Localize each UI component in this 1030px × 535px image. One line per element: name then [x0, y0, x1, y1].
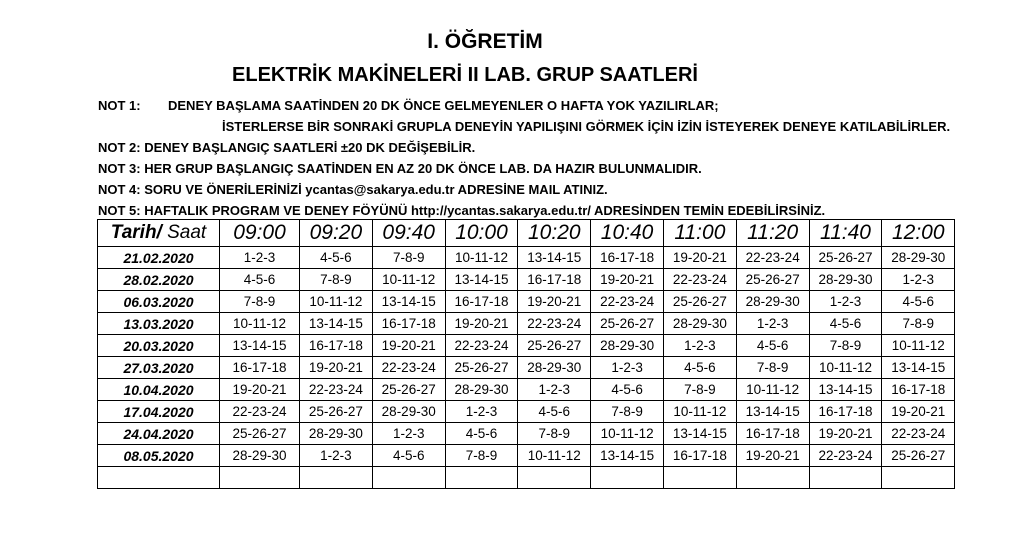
table-row: [98, 423, 955, 445]
group-cell: 25-26-27: [300, 401, 373, 423]
time-header-3: 10:00: [445, 220, 518, 247]
group-cell: 16-17-18: [882, 379, 955, 401]
group-cell: 28-29-30: [220, 445, 300, 467]
group-cell: 1-2-3: [591, 357, 664, 379]
group-cell: 10-11-12: [809, 357, 882, 379]
time-header-4: 10:20: [518, 220, 591, 247]
table-row: [98, 445, 955, 467]
table-row: [98, 401, 955, 423]
group-cell: 4-5-6: [736, 335, 809, 357]
group-cell: 10-11-12: [882, 335, 955, 357]
group-cell: 10-11-12: [445, 247, 518, 269]
table-row: [98, 313, 955, 335]
group-cell: 4-5-6: [300, 247, 373, 269]
empty-cell: [445, 467, 518, 489]
time-header-6: 11:00: [663, 220, 736, 247]
group-cell: 4-5-6: [882, 291, 955, 313]
group-cell: 7-8-9: [809, 335, 882, 357]
group-cell: 16-17-18: [809, 401, 882, 423]
time-header-9: 12:00: [882, 220, 955, 247]
note-2: NOT 2: DENEY BAŞLANGIÇ SAATLERİ ±20 DK DEĞİŞEBİLİR.: [98, 140, 476, 155]
group-cell: 19-20-21: [882, 401, 955, 423]
schedule-body: [98, 247, 955, 489]
group-cell: 19-20-21: [445, 313, 518, 335]
group-cell: 22-23-24: [300, 379, 373, 401]
group-cell: 10-11-12: [591, 423, 664, 445]
table-row: [98, 379, 955, 401]
group-cell: 10-11-12: [663, 401, 736, 423]
group-cell: 1-2-3: [518, 379, 591, 401]
group-cell: 25-26-27: [518, 335, 591, 357]
empty-cell: [591, 467, 664, 489]
page-subtitle: ELEKTRİK MAKİNELERİ II LAB. GRUP SAATLERİ: [232, 64, 698, 86]
time-header-7: 11:20: [736, 220, 809, 247]
date-cell: 08.05.2020: [98, 445, 220, 467]
group-cell: 19-20-21: [518, 291, 591, 313]
group-cell: 22-23-24: [809, 445, 882, 467]
group-cell: 16-17-18: [300, 335, 373, 357]
empty-cell: [518, 467, 591, 489]
header-time-label: Saat: [161, 222, 207, 243]
note-3: NOT 3: HER GRUP BAŞLANGIÇ SAATİNDEN EN AZ 20 DK ÖNCE LAB. DA HAZIR BULUNMALIDIR.: [98, 161, 702, 176]
group-cell: 25-26-27: [882, 445, 955, 467]
empty-row: [98, 467, 955, 489]
group-cell: 28-29-30: [736, 291, 809, 313]
time-header-8: 11:40: [809, 220, 882, 247]
group-cell: 16-17-18: [445, 291, 518, 313]
group-cell: 13-14-15: [300, 313, 373, 335]
group-cell: 1-2-3: [882, 269, 955, 291]
group-cell: 1-2-3: [445, 401, 518, 423]
group-cell: 7-8-9: [445, 445, 518, 467]
group-cell: 22-23-24: [882, 423, 955, 445]
group-cell: 13-14-15: [736, 401, 809, 423]
group-cell: 22-23-24: [220, 401, 300, 423]
group-cell: 7-8-9: [591, 401, 664, 423]
empty-cell: [220, 467, 300, 489]
group-cell: 10-11-12: [518, 445, 591, 467]
date-cell: 17.04.2020: [98, 401, 220, 423]
note-1-label: NOT 1:: [98, 98, 141, 113]
group-cell: 25-26-27: [372, 379, 445, 401]
date-cell: 10.04.2020: [98, 379, 220, 401]
group-cell: 1-2-3: [736, 313, 809, 335]
group-cell: 25-26-27: [591, 313, 664, 335]
group-cell: 28-29-30: [663, 313, 736, 335]
group-cell: 16-17-18: [736, 423, 809, 445]
group-cell: 13-14-15: [445, 269, 518, 291]
table-header-row: [98, 220, 955, 247]
group-cell: 10-11-12: [220, 313, 300, 335]
group-cell: 13-14-15: [220, 335, 300, 357]
group-cell: 16-17-18: [591, 247, 664, 269]
empty-cell: [372, 467, 445, 489]
group-cell: 13-14-15: [882, 357, 955, 379]
schedule-table: [97, 219, 955, 489]
empty-cell: [98, 467, 220, 489]
group-cell: 4-5-6: [372, 445, 445, 467]
time-header-5: 10:40: [591, 220, 664, 247]
group-cell: 4-5-6: [591, 379, 664, 401]
group-cell: 28-29-30: [518, 357, 591, 379]
group-cell: 25-26-27: [736, 269, 809, 291]
header-date-label: Tarih/: [110, 222, 162, 243]
group-cell: 4-5-6: [663, 357, 736, 379]
note-1-line-2: İSTERLERSE BİR SONRAKİ GRUPLA DENEYİN YAPILIŞINI GÖRMEK İÇİN İZİN İSTEYEREK DENEYE KATILABİLİRLER.: [222, 119, 951, 134]
time-header-2: 09:40: [372, 220, 445, 247]
page-title: I. ÖĞRETİM: [427, 30, 543, 53]
group-cell: 7-8-9: [882, 313, 955, 335]
group-cell: 25-26-27: [809, 247, 882, 269]
group-cell: 13-14-15: [518, 247, 591, 269]
group-cell: 16-17-18: [372, 313, 445, 335]
group-cell: 13-14-15: [663, 423, 736, 445]
group-cell: 22-23-24: [736, 247, 809, 269]
empty-cell: [300, 467, 373, 489]
empty-cell: [809, 467, 882, 489]
date-cell: 06.03.2020: [98, 291, 220, 313]
group-cell: 25-26-27: [445, 357, 518, 379]
table-row: [98, 269, 955, 291]
group-cell: 19-20-21: [736, 445, 809, 467]
group-cell: 16-17-18: [220, 357, 300, 379]
group-cell: 1-2-3: [663, 335, 736, 357]
table-row: [98, 357, 955, 379]
group-cell: 1-2-3: [809, 291, 882, 313]
group-cell: 25-26-27: [663, 291, 736, 313]
group-cell: 19-20-21: [663, 247, 736, 269]
group-cell: 22-23-24: [591, 291, 664, 313]
date-cell: 28.02.2020: [98, 269, 220, 291]
time-header-0: 09:00: [220, 220, 300, 247]
group-cell: 7-8-9: [736, 357, 809, 379]
group-cell: 1-2-3: [300, 445, 373, 467]
group-cell: 28-29-30: [882, 247, 955, 269]
table-row: [98, 291, 955, 313]
header-corner-cell: [98, 220, 220, 247]
date-cell: 24.04.2020: [98, 423, 220, 445]
group-cell: 19-20-21: [220, 379, 300, 401]
group-cell: 28-29-30: [300, 423, 373, 445]
group-cell: 19-20-21: [591, 269, 664, 291]
group-cell: 28-29-30: [372, 401, 445, 423]
group-cell: 22-23-24: [445, 335, 518, 357]
date-cell: 20.03.2020: [98, 335, 220, 357]
group-cell: 7-8-9: [372, 247, 445, 269]
group-cell: 10-11-12: [372, 269, 445, 291]
group-cell: 25-26-27: [220, 423, 300, 445]
time-header-1: 09:20: [300, 220, 373, 247]
note-5: NOT 5: HAFTALIK PROGRAM VE DENEY FÖYÜNÜ http://ycantas.sakarya.edu.tr/ ADRESİNDEN TEMİN EDEBİLİRSİNİZ.: [98, 203, 826, 218]
group-cell: 1-2-3: [372, 423, 445, 445]
table-row: [98, 335, 955, 357]
note-4: NOT 4: SORU VE ÖNERİLERİNİZİ ycantas@sakarya.edu.tr ADRESİNE MAIL ATINIZ.: [98, 182, 608, 197]
group-cell: 10-11-12: [300, 291, 373, 313]
date-cell: 13.03.2020: [98, 313, 220, 335]
group-cell: 28-29-30: [445, 379, 518, 401]
group-cell: 22-23-24: [518, 313, 591, 335]
group-cell: 7-8-9: [663, 379, 736, 401]
group-cell: 28-29-30: [591, 335, 664, 357]
group-cell: 22-23-24: [372, 357, 445, 379]
group-cell: 13-14-15: [809, 379, 882, 401]
group-cell: 7-8-9: [220, 291, 300, 313]
group-cell: 7-8-9: [300, 269, 373, 291]
group-cell: 19-20-21: [809, 423, 882, 445]
group-cell: 19-20-21: [300, 357, 373, 379]
empty-cell: [663, 467, 736, 489]
note-1-line-1: DENEY BAŞLAMA SAATİNDEN 20 DK ÖNCE GELMEYENLER O HAFTA YOK YAZILIRLAR;: [168, 98, 719, 113]
empty-cell: [736, 467, 809, 489]
group-cell: 13-14-15: [372, 291, 445, 313]
group-cell: 19-20-21: [372, 335, 445, 357]
group-cell: 4-5-6: [518, 401, 591, 423]
group-cell: 16-17-18: [518, 269, 591, 291]
date-cell: 21.02.2020: [98, 247, 220, 269]
group-cell: 28-29-30: [809, 269, 882, 291]
group-cell: 16-17-18: [663, 445, 736, 467]
date-cell: 27.03.2020: [98, 357, 220, 379]
group-cell: 7-8-9: [518, 423, 591, 445]
group-cell: 22-23-24: [663, 269, 736, 291]
group-cell: 13-14-15: [591, 445, 664, 467]
group-cell: 10-11-12: [736, 379, 809, 401]
group-cell: 4-5-6: [220, 269, 300, 291]
table-row: [98, 247, 955, 269]
empty-cell: [882, 467, 955, 489]
group-cell: 1-2-3: [220, 247, 300, 269]
group-cell: 4-5-6: [809, 313, 882, 335]
group-cell: 4-5-6: [445, 423, 518, 445]
